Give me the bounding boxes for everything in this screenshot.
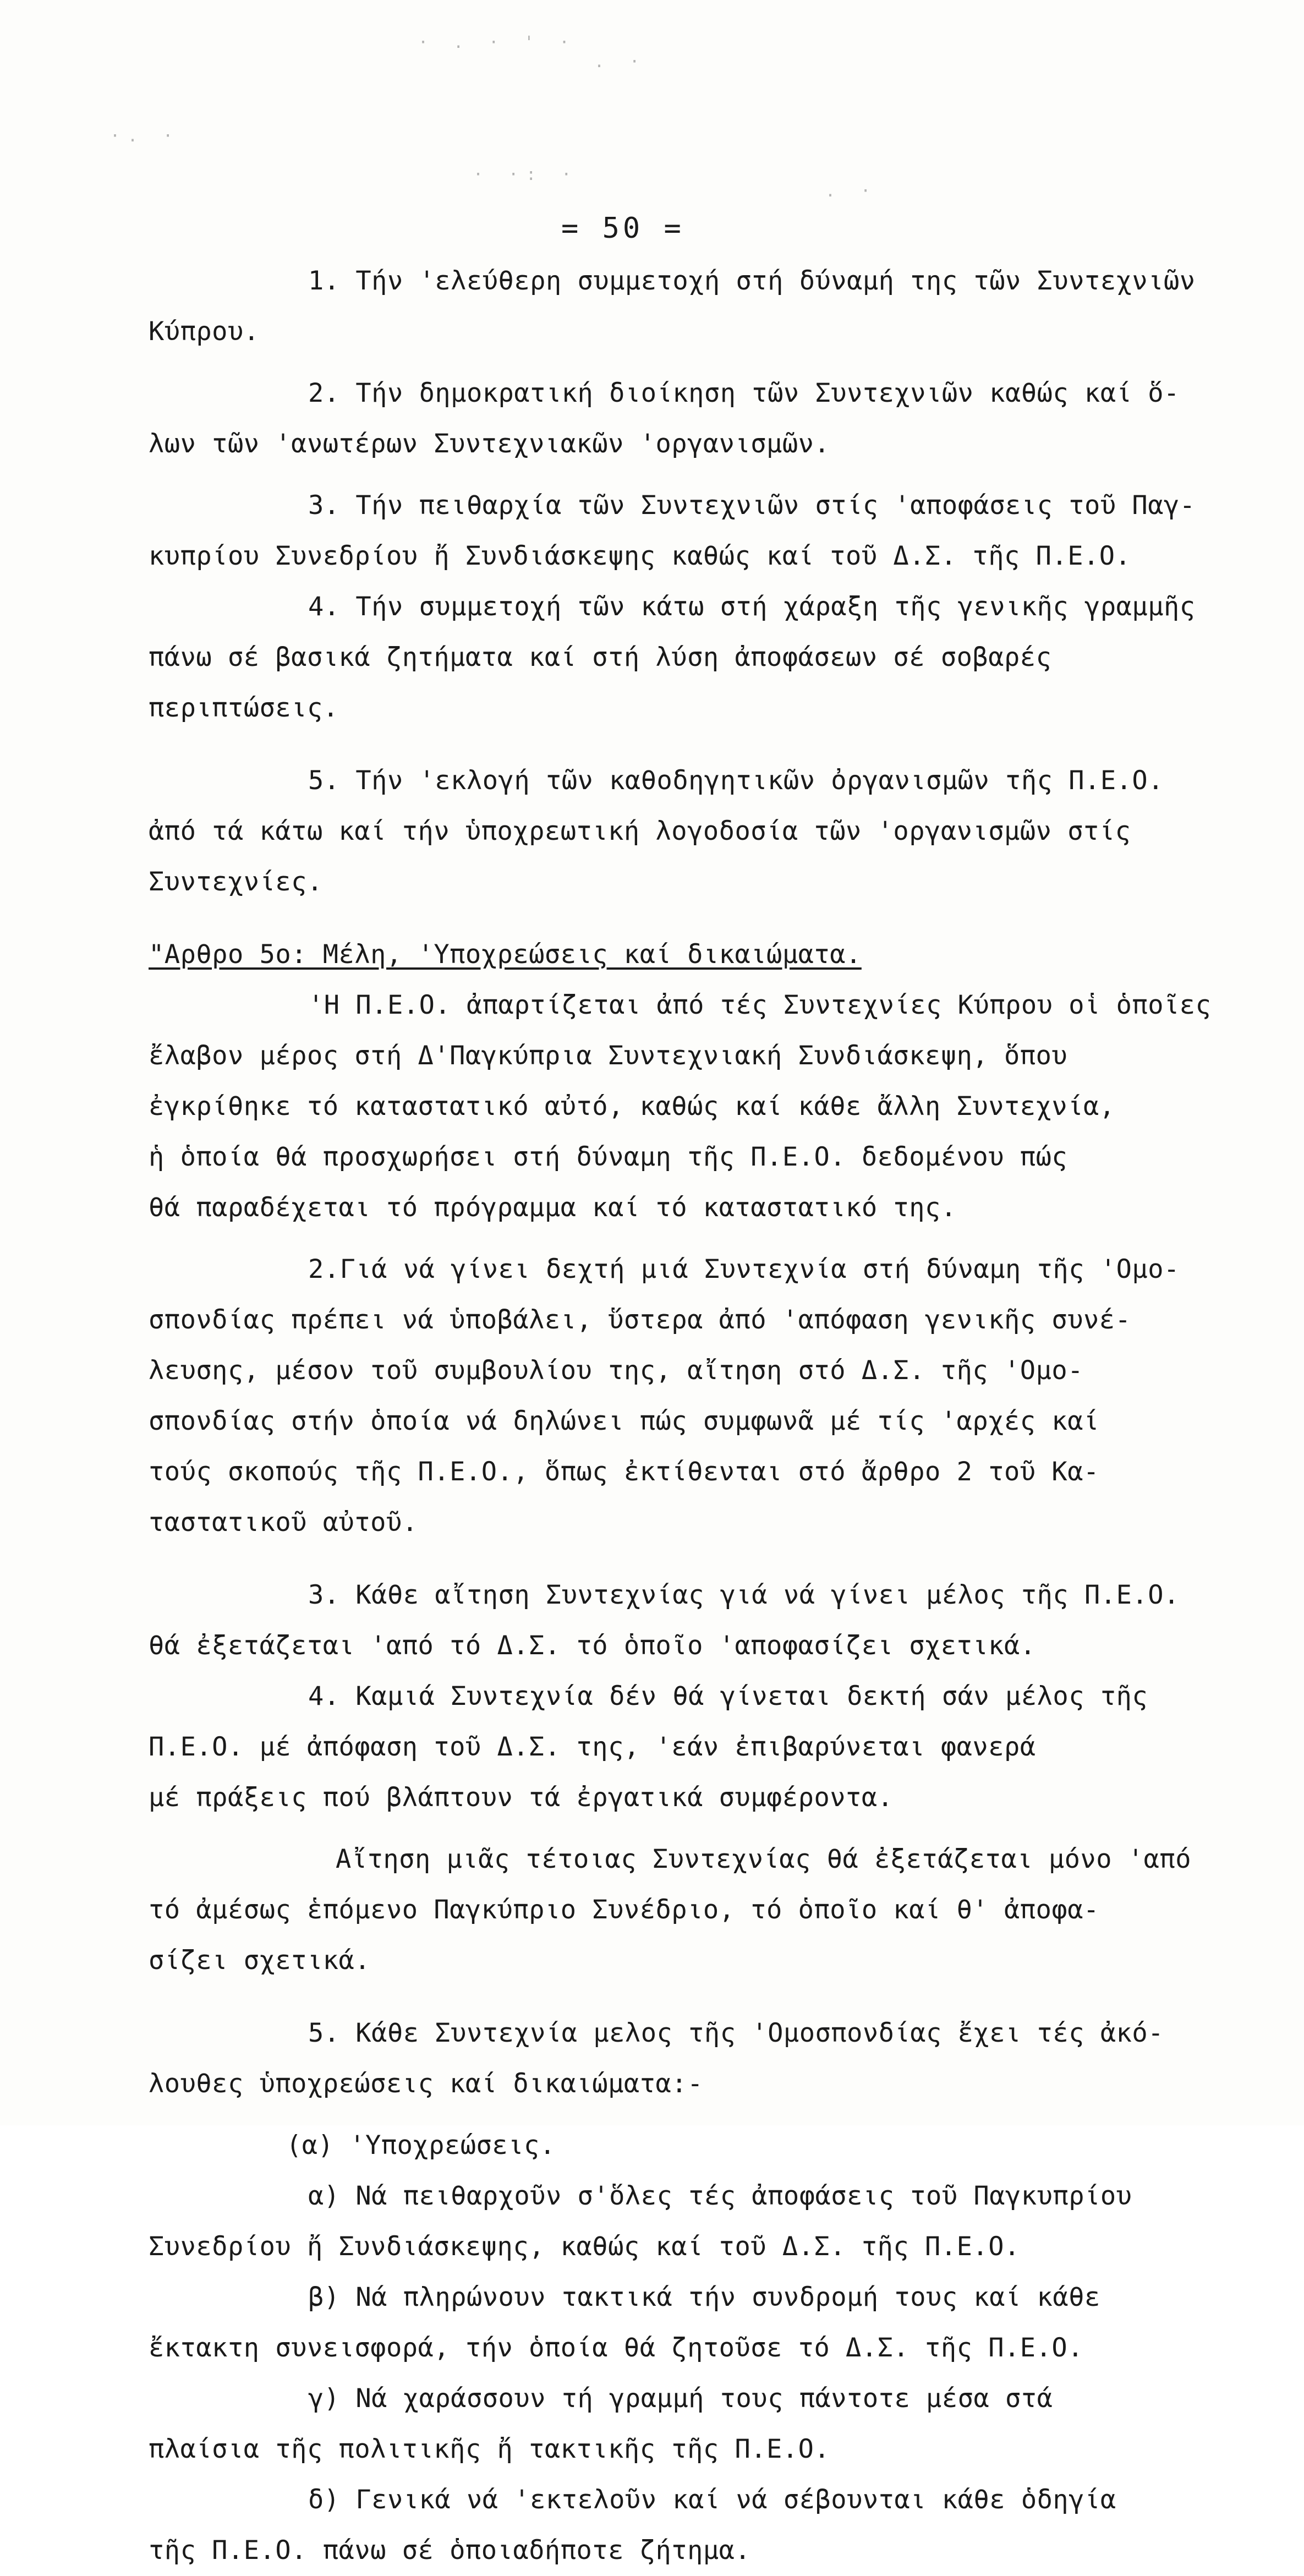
scan-speckle: ·. · <box>110 127 181 146</box>
text-line: 5. Τήν 'εκλογή τῶν καθοδηγητικῶν ὀργανισμῶν τῆς Π.Ε.Ο. <box>308 765 1164 796</box>
text-line: ταστατικοῦ αὐτοῦ. <box>149 1507 418 1538</box>
text-line: θά παραδέχεται τό πρόγραμμα καί τό καταστατικό της. <box>149 1193 957 1223</box>
text-line: κυπρίου Συνεδρίου ἤ Συνδιάσκεψης καθώς καί τοῦ Δ.Σ. τῆς Π.Ε.Ο. <box>149 541 1131 571</box>
text-line: λευσης, μέσον τοῦ συμβουλίου της, αἴτηση στό Δ.Σ. τῆς 'Ομο- <box>149 1355 1083 1386</box>
text-line: μέ πράξεις πού βλάπτουν τά ἐργατικά συμφέροντα. <box>149 1782 894 1813</box>
text-line: πλαίσια τῆς πολιτικῆς ἤ τακτικῆς τῆς Π.Ε.Ο. <box>149 2434 830 2464</box>
text-line: τό ἀμέσως ἑπόμενο Παγκύπριο Συνέδριο, τό ὁποῖο καί θ' ἀποφα- <box>149 1895 1099 1925</box>
text-line: θά ἐξετάζεται 'από τό Δ.Σ. τό ὁποῖο 'αποφασίζει σχετικά. <box>149 1631 1036 1661</box>
text-line: γ) Νά χαράσσουν τή γραμμή τους πάντοτε μέσα στά <box>308 2383 1053 2414</box>
text-line: 3. Κάθε αἴτηση Συντεχνίας γιά νά γίνει μέλος τῆς Π.Ε.Ο. <box>308 1580 1180 1610</box>
text-line: σπονδίας πρέπει νά ὑποβάλει, ὕστερα ἀπό 'απόφαση γενικῆς συνέ- <box>149 1305 1131 1335</box>
text-line: 5. Κάθε Συντεχνία μελος τῆς 'Ομοσπονδίας ἔχει τές ἀκό- <box>308 2018 1164 2048</box>
text-line: Συντεχνίες. <box>149 867 323 897</box>
scan-speckle: · . · ' · <box>418 33 577 52</box>
text-line: ἔκτακτη συνεισφορά, τήν ὁποία θά ζητοῦσε τό Δ.Σ. τῆς Π.Ε.Ο. <box>149 2333 1083 2363</box>
article-heading: "Αρθρο 5ο: Μέλη, 'Υποχρεώσεις καί δικαιώματα. <box>149 939 862 970</box>
text-line: 4. Τήν συμμετοχή τῶν κάτω στή χάραξη τῆς γενικῆς γραμμῆς <box>308 592 1196 622</box>
scan-speckle: . · <box>594 52 648 72</box>
text-line: σπονδίας στήν ὁποία νά δηλώνει πώς συμφωνᾶ μέ τίς 'αρχές καί <box>149 1406 1099 1436</box>
text-line: ἔλαβον μέρος στή Δ'Παγκύπρια Συντεχνιακή Συνδιάσκεψη, ὅπου <box>149 1041 1068 1071</box>
text-line: Κύπρου. <box>149 316 260 347</box>
text-line: πάνω σέ βασικά ζητήματα καί στή λύση ἀποφάσεων σέ σοβαρές <box>149 642 1052 672</box>
text-line: δ) Γενικά νά 'εκτελοῦν καί νά σέβουνται κάθε ὁδηγία <box>308 2485 1116 2515</box>
text-line: Συνεδρίου ἤ Συνδιάσκεψης, καθώς καί τοῦ Δ.Σ. τῆς Π.Ε.Ο. <box>149 2232 1020 2262</box>
text-line: ἡ ὁποία θά προσχωρήσει στή δύναμη τῆς Π.Ε.Ο. δεδομένου πώς <box>149 1142 1068 1172</box>
text-line: 2.Γιά νά γίνει δεχτή μιά Συντεχνία στή δύναμη τῆς 'Ομο- <box>308 1254 1180 1284</box>
text-line: ἀπό τά κάτω καί τήν ὑποχρεωτική λογοδοσία τῶν 'οργανισμῶν στίς <box>149 816 1131 846</box>
text-line: Π.Ε.Ο. μέ ἀπόφαση τοῦ Δ.Σ. της, 'εάν ἐπιβαρύνεται φανερά <box>149 1732 1036 1762</box>
text-line: σίζει σχετικά. <box>149 1945 371 1976</box>
page-number: = 50 = <box>561 212 684 245</box>
text-line: λουθες ὑποχρεώσεις καί δικαιώματα:- <box>149 2069 703 2099</box>
text-line: τῆς Π.Ε.Ο. πάνω σέ ὁποιαδήποτε ζήτημα. <box>149 2535 751 2566</box>
text-line: 3. Τήν πειθαρχία τῶν Συντεχνιῶν στίς 'αποφάσεις τοῦ Παγ- <box>308 490 1196 521</box>
scan-speckle: · ·: · <box>473 165 579 184</box>
scan-speckle: . · <box>825 182 879 201</box>
text-line: 'Η Π.Ε.Ο. ἀπαρτίζεται ἀπό τές Συντεχνίες Κύπρου οἱ ὁποῖες <box>308 990 1212 1020</box>
text-line: 1. Τήν 'ελεύθερη συμμετοχή στή δύναμή της τῶν Συντεχνιῶν <box>308 266 1196 296</box>
text-line: τούς σκοπούς τῆς Π.Ε.Ο., ὅπως ἐκτίθενται στό ἄρθρο 2 τοῦ Κα- <box>149 1457 1099 1487</box>
subsection-heading: (α) 'Υποχρεώσεις. <box>286 2130 556 2161</box>
text-line: Αἴτηση μιᾶς τέτοιας Συντεχνίας θά ἐξετάζεται μόνο 'από <box>336 1844 1192 1874</box>
text-line: 4. Καμιά Συντεχνία δέν θά γίνεται δεκτή σάν μέλος τῆς <box>308 1681 1148 1711</box>
text-line: 2. Τήν δημοκρατική διοίκηση τῶν Συντεχνιῶν καθώς καί ὅ- <box>308 378 1180 408</box>
document-body <box>149 256 1212 2576</box>
text-line: β) Νά πληρώνουν τακτικά τήν συνδρομή τους καί κάθε <box>308 2282 1100 2312</box>
text-line: α) Νά πειθαρχοῦν σ'ὅλες τές ἀποφάσεις τοῦ Παγκυπρίου <box>308 2181 1132 2211</box>
text-line: περιπτώσεις. <box>149 693 339 723</box>
text-line: ἐγκρίθηκε τό καταστατικό αὐτό, καθώς καί κάθε ἄλλη Συντεχνία, <box>149 1091 1115 1122</box>
text-line: λων τῶν 'ανωτέρων Συντεχνιακῶν 'οργανισμῶν. <box>149 429 830 459</box>
